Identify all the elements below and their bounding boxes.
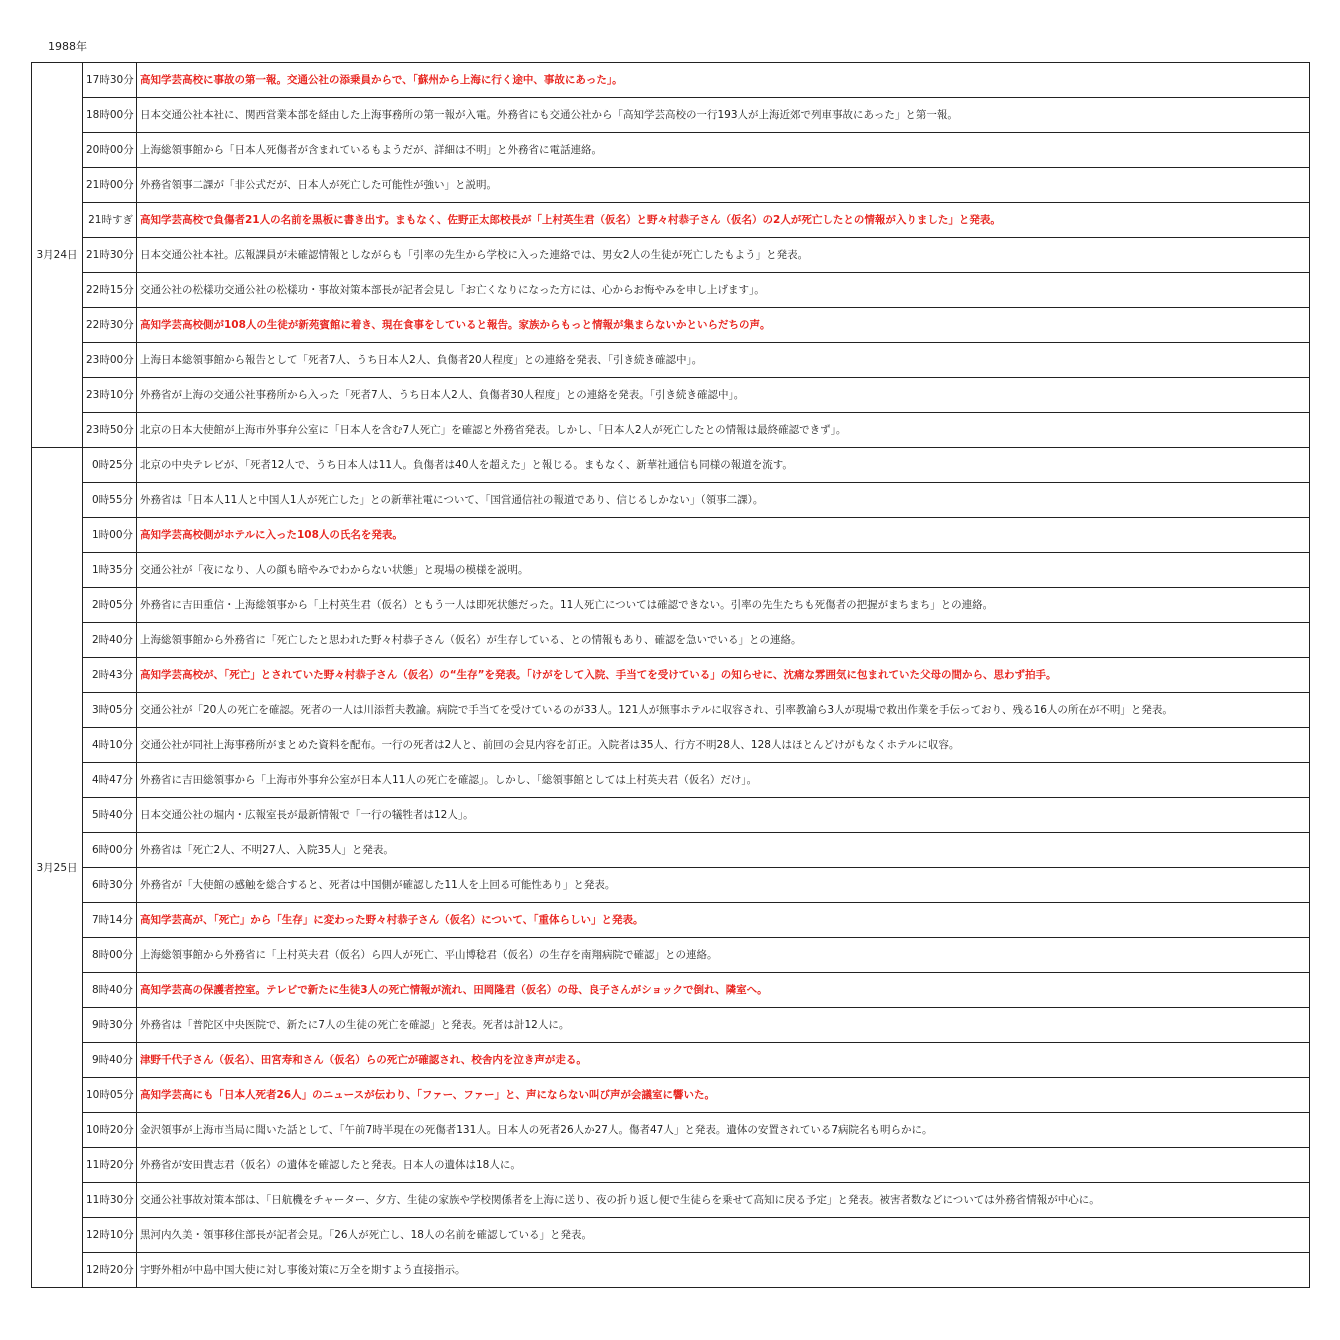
table-row bbox=[32, 693, 1310, 728]
date-cell: 3月24日 bbox=[32, 63, 83, 448]
event-cell: 金沢領事が上海市当局に聞いた話として、「午前7時半現在の死傷者131人。日本人の死者26人か27人。傷者47人」と発表。遺体の安置されている7病院名も明らかに。 bbox=[137, 1113, 1310, 1148]
time-cell: 7時14分 bbox=[83, 903, 137, 938]
time-cell: 18時00分 bbox=[83, 98, 137, 133]
event-cell: 交通公社が「20人の死亡を確認。死者の一人は川添哲夫教諭。病院で手当てを受けているのが33人。121人が無事ホテルに収容され、引率教諭ら3人が現場で救出作業を手伝っており、残る16人の所在が不明」と発表。 bbox=[137, 693, 1310, 728]
time-cell: 9時40分 bbox=[83, 1043, 137, 1078]
table-row bbox=[32, 623, 1310, 658]
time-cell: 11時20分 bbox=[83, 1148, 137, 1183]
event-cell: 上海総領事館から「日本人死傷者が含まれているもようだが、詳細は不明」と外務省に電話連絡。 bbox=[137, 133, 1310, 168]
date-cell: 3月25日 bbox=[32, 448, 83, 1288]
time-cell: 6時00分 bbox=[83, 833, 137, 868]
event-cell: 日本交通公社の堀内・広報室長が最新情報で「一行の犠牲者は12人」。 bbox=[137, 798, 1310, 833]
time-cell: 23時00分 bbox=[83, 343, 137, 378]
table-row bbox=[32, 168, 1310, 203]
time-cell: 10時05分 bbox=[83, 1078, 137, 1113]
table-row bbox=[32, 1253, 1310, 1288]
event-cell: 交通公社事故対策本部は、「日航機をチャーター、夕方、生徒の家族や学校関係者を上海に送り、夜の折り返し便で生徒らを乗せて高知に戻る予定」と発表。被害者数などについては外務省情報が中心に。 bbox=[137, 1183, 1310, 1218]
table-row bbox=[32, 98, 1310, 133]
event-cell: 日本交通公社本社。広報課員が未確認情報としながらも「引率の先生から学校に入った連絡では、男女2人の生徒が死亡したもよう」と発表。 bbox=[137, 238, 1310, 273]
event-cell: 外務省に吉田重信・上海総領事から「上村英生君（仮名）ともう一人は即死状態だった。11人死亡については確認できない。引率の先生たちも死傷者の把握がまちまち」との連絡。 bbox=[137, 588, 1310, 623]
table-row bbox=[32, 1078, 1310, 1113]
time-cell: 11時30分 bbox=[83, 1183, 137, 1218]
time-cell: 1時35分 bbox=[83, 553, 137, 588]
time-cell: 21時00分 bbox=[83, 168, 137, 203]
event-cell: 上海総領事館から外務省に「上村英夫君（仮名）ら四人が死亡、平山博稔君（仮名）の生存を南翔病院で確認」との連絡。 bbox=[137, 938, 1310, 973]
table-row bbox=[32, 238, 1310, 273]
table-row bbox=[32, 1043, 1310, 1078]
table-row bbox=[32, 903, 1310, 938]
event-cell: 外務省領事二課が「非公式だが、日本人が死亡した可能性が強い」と説明。 bbox=[137, 168, 1310, 203]
time-cell: 12時10分 bbox=[83, 1218, 137, 1253]
year-label: 1988年 bbox=[48, 40, 87, 53]
event-cell: 北京の中央テレビが、「死者12人で、うち日本人は11人。負傷者は40人を超えた」と報じる。まもなく、新華社通信も同様の報道を流す。 bbox=[137, 448, 1310, 483]
table-row bbox=[32, 658, 1310, 693]
table-row bbox=[32, 1008, 1310, 1043]
time-cell: 2時40分 bbox=[83, 623, 137, 658]
event-cell: 交通公社が同社上海事務所がまとめた資料を配布。一行の死者は2人と、前回の会見内容を訂正。入院者は35人、行方不明28人、128人はほとんどけがもなくホテルに収容。 bbox=[137, 728, 1310, 763]
table-row bbox=[32, 588, 1310, 623]
event-cell-highlighted: 高知学芸高の保護者控室。テレビで新たに生徒3人の死亡情報が流れ、田岡隆君（仮名）の母、良子さんがショックで倒れ、隣室へ。 bbox=[137, 973, 1310, 1008]
time-cell: 2時05分 bbox=[83, 588, 137, 623]
table-row bbox=[32, 763, 1310, 798]
table-row bbox=[32, 448, 1310, 483]
event-cell: 北京の日本大使館が上海市外事弁公室に「日本人を含む7人死亡」を確認と外務省発表。しかし、「日本人2人が死亡したとの情報は最終確認できず」。 bbox=[137, 413, 1310, 448]
table-row bbox=[32, 308, 1310, 343]
time-cell: 8時40分 bbox=[83, 973, 137, 1008]
table-row bbox=[32, 798, 1310, 833]
event-cell: 外務省に吉田総領事から「上海市外事弁公室が日本人11人の死亡を確認」。しかし、「総領事館としては上村英夫君（仮名）だけ」。 bbox=[137, 763, 1310, 798]
time-cell: 6時30分 bbox=[83, 868, 137, 903]
time-cell: 17時30分 bbox=[83, 63, 137, 98]
table-row bbox=[32, 938, 1310, 973]
time-cell: 4時10分 bbox=[83, 728, 137, 763]
time-cell: 9時30分 bbox=[83, 1008, 137, 1043]
time-cell: 1時00分 bbox=[83, 518, 137, 553]
table-row bbox=[32, 1218, 1310, 1253]
event-cell: 外務省は「死亡2人、不明27人、入院35人」と発表。 bbox=[137, 833, 1310, 868]
table-row bbox=[32, 413, 1310, 448]
event-cell-highlighted: 高知学芸高校側がホテルに入った108人の氏名を発表。 bbox=[137, 518, 1310, 553]
event-cell: 外務省が「大使館の感触を総合すると、死者は中国側が確認した11人を上回る可能性あり」と発表。 bbox=[137, 868, 1310, 903]
event-cell-highlighted: 高知学芸高にも「日本人死者26人」のニュースが伝わり、「ファー、ファー」と、声にならない叫び声が会議室に響いた。 bbox=[137, 1078, 1310, 1113]
timeline-table bbox=[31, 62, 1310, 1288]
time-cell: 22時30分 bbox=[83, 308, 137, 343]
table-row bbox=[32, 518, 1310, 553]
table-row bbox=[32, 343, 1310, 378]
event-cell-highlighted: 高知学芸高校が、「死亡」とされていた野々村恭子さん（仮名）の“生存”を発表。「けがをして入院、手当てを受けている」の知らせに、沈痛な雰囲気に包まれていた父母の間から、思わず拍手。 bbox=[137, 658, 1310, 693]
time-cell: 3時05分 bbox=[83, 693, 137, 728]
table-row bbox=[32, 273, 1310, 308]
time-cell: 0時55分 bbox=[83, 483, 137, 518]
time-cell: 22時15分 bbox=[83, 273, 137, 308]
event-cell-highlighted: 高知学芸高校に事故の第一報。交通公社の添乗員からで、「蘇州から上海に行く途中、事故にあった」。 bbox=[137, 63, 1310, 98]
time-cell: 10時20分 bbox=[83, 1113, 137, 1148]
timeline-body bbox=[32, 63, 1310, 1288]
event-cell: 日本交通公社本社に、関西営業本部を経由した上海事務所の第一報が入電。外務省にも交通公社から「高知学芸高校の一行193人が上海近郊で列車事故にあった」と第一報。 bbox=[137, 98, 1310, 133]
event-cell: 外務省が安田貴志君（仮名）の遺体を確認したと発表。日本人の遺体は18人に。 bbox=[137, 1148, 1310, 1183]
time-cell: 12時20分 bbox=[83, 1253, 137, 1288]
event-cell: 外務省が上海の交通公社事務所から入った「死者7人、うち日本人2人、負傷者30人程度」との連絡を発表。「引き続き確認中」。 bbox=[137, 378, 1310, 413]
table-row bbox=[32, 1183, 1310, 1218]
table-row bbox=[32, 868, 1310, 903]
table-row bbox=[32, 1113, 1310, 1148]
table-row bbox=[32, 483, 1310, 518]
time-cell: 23時50分 bbox=[83, 413, 137, 448]
table-row bbox=[32, 728, 1310, 763]
time-cell: 21時すぎ bbox=[83, 203, 137, 238]
time-cell: 8時00分 bbox=[83, 938, 137, 973]
table-row bbox=[32, 973, 1310, 1008]
table-row bbox=[32, 378, 1310, 413]
time-cell: 20時00分 bbox=[83, 133, 137, 168]
table-row bbox=[32, 203, 1310, 238]
table-row bbox=[32, 63, 1310, 98]
time-cell: 23時10分 bbox=[83, 378, 137, 413]
event-cell: 交通公社が「夜になり、人の顔も暗やみでわからない状態」と現場の模様を説明。 bbox=[137, 553, 1310, 588]
time-cell: 2時43分 bbox=[83, 658, 137, 693]
event-cell-highlighted: 高知学芸高校側が108人の生徒が新苑賓館に着き、現在食事をしていると報告。家族からもっと情報が集まらないかといらだちの声。 bbox=[137, 308, 1310, 343]
table-row bbox=[32, 833, 1310, 868]
event-cell: 外務省は「普陀区中央医院で、新たに7人の生徒の死亡を確認」と発表。死者は計12人に。 bbox=[137, 1008, 1310, 1043]
event-cell: 上海日本総領事館から報告として「死者7人、うち日本人2人、負傷者20人程度」との連絡を発表、「引き続き確認中」。 bbox=[137, 343, 1310, 378]
event-cell: 外務省は「日本人11人と中国人1人が死亡した」との新華社電について、「国営通信社の報道であり、信じるしかない」（領事二課）。 bbox=[137, 483, 1310, 518]
event-cell: 上海総領事館から外務省に「死亡したと思われた野々村恭子さん（仮名）が生存している、との情報もあり、確認を急いでいる」との連絡。 bbox=[137, 623, 1310, 658]
time-cell: 5時40分 bbox=[83, 798, 137, 833]
table-row bbox=[32, 133, 1310, 168]
table-row bbox=[32, 553, 1310, 588]
time-cell: 4時47分 bbox=[83, 763, 137, 798]
time-cell: 0時25分 bbox=[83, 448, 137, 483]
event-cell: 黒河内久美・領事移住部長が記者会見。「26人が死亡し、18人の名前を確認している」と発表。 bbox=[137, 1218, 1310, 1253]
event-cell-highlighted: 津野千代子さん（仮名）、田宮寿和さん（仮名）らの死亡が確認され、校舎内を泣き声が走る。 bbox=[137, 1043, 1310, 1078]
time-cell: 21時30分 bbox=[83, 238, 137, 273]
event-cell-highlighted: 高知学芸高校で負傷者21人の名前を黒板に書き出す。まもなく、佐野正太郎校長が「上村英生君（仮名）と野々村恭子さん（仮名）の2人が死亡したとの情報が入りました」と発表。 bbox=[137, 203, 1310, 238]
table-row bbox=[32, 1148, 1310, 1183]
event-cell-highlighted: 高知学芸高が、「死亡」から「生存」に変わった野々村恭子さん（仮名）について、「重体らしい」と発表。 bbox=[137, 903, 1310, 938]
event-cell: 交通公社の松樣功交通公社の松樣功・事故対策本部長が記者会見し「お亡くなりになった方には、心からお悔やみを申し上げます」。 bbox=[137, 273, 1310, 308]
event-cell: 宇野外相が中島中国大使に対し事後対策に万全を期すよう直接指示。 bbox=[137, 1253, 1310, 1288]
